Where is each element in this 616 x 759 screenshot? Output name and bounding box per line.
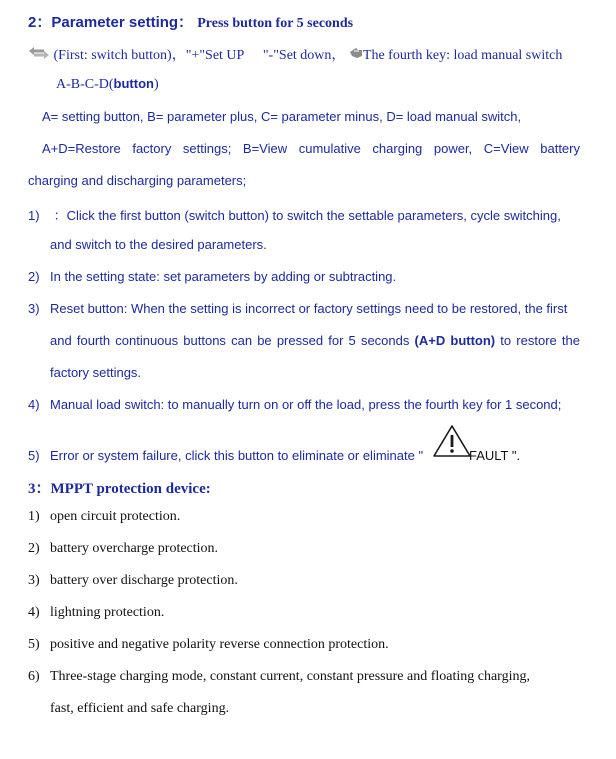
fault-code	[469, 448, 520, 463]
list-item	[28, 448, 423, 463]
list-item-continuation: and switch to the desired parameters.	[50, 237, 267, 252]
section-2-heading	[28, 11, 353, 32]
buttons-line	[56, 76, 159, 93]
item-number: 3)	[28, 301, 40, 316]
section-3-heading: 3：MPPT protection device:	[28, 481, 211, 497]
item-number: 1)	[28, 208, 40, 223]
item-text: In the setting state: set parameters by adding or subtracting.	[50, 269, 397, 284]
keys-description	[28, 44, 562, 64]
first-key-label: (First: switch button)，"+"Set UP	[53, 48, 244, 63]
buttons-bold: button	[113, 76, 154, 91]
list-item	[28, 397, 561, 412]
hand-pointer-icon	[349, 47, 363, 64]
warning-triangle-icon	[432, 424, 472, 465]
list-item-continuation: fast, efficient and safe charging.	[50, 701, 230, 716]
list-item	[28, 669, 530, 685]
item-text: battery overcharge protection.	[50, 541, 219, 556]
item-text: Error or system failure, click this button to eliminate or eliminate "	[50, 448, 424, 463]
list-item	[28, 637, 389, 653]
list-item-continuation: factory settings.	[50, 365, 142, 380]
list-item-continuation	[50, 333, 580, 348]
item-text-post: to restore the	[495, 333, 580, 348]
item-number: 5)	[28, 448, 40, 463]
switch-arrows-icon	[28, 47, 50, 64]
section-2-subtitle: Press button for 5 seconds	[197, 16, 354, 31]
buttons-prefix: A-B-C-D(	[56, 77, 114, 92]
fault-label: FAULT	[469, 448, 509, 463]
list-item	[28, 205, 561, 224]
item-text: positive and negative polarity reverse connection protection.	[50, 637, 389, 652]
fourth-key-label: The fourth key: load manual switch	[362, 48, 563, 63]
list-item	[28, 269, 396, 284]
list-item	[28, 605, 164, 621]
item-text: Manual load switch: to manually turn on or off the load, press the fourth key for 1 second;	[50, 397, 562, 412]
item-text: Reset button: When the setting is incorrect or factory settings need to be restored, the first	[50, 301, 568, 316]
item-number: 4)	[28, 605, 40, 620]
item-text-pre: and fourth continuous buttons can be pressed for 5 seconds	[50, 333, 415, 348]
item-number: 5)	[28, 637, 40, 652]
item-text: battery over discharge protection.	[50, 573, 238, 588]
item-text: ：Click the first button (switch button) to switch the settable parameters, cycle switching,	[53, 208, 561, 223]
item-text: open circuit protection.	[50, 509, 181, 524]
buttons-suffix: )	[153, 77, 159, 92]
item-text: Three-stage charging mode, constant current, constant pressure and floating charging,	[50, 669, 530, 684]
list-item	[28, 573, 238, 589]
item-number: 2)	[28, 541, 40, 556]
item-number: 6)	[28, 669, 40, 684]
definitions-line-2: A+D=Restore factory settings; B=View cumulative charging power, C=View battery	[42, 141, 580, 156]
fault-suffix: ".	[508, 448, 521, 463]
section-2-title: 2：Parameter setting：	[28, 14, 194, 31]
item-number: 1)	[28, 509, 40, 524]
list-item	[28, 509, 180, 525]
definitions-line-3: charging and discharging parameters;	[28, 173, 247, 188]
definitions-line-1: A= setting button, B= parameter plus, C= parameter minus, D= load manual switch,	[42, 109, 522, 124]
item-number: 4)	[28, 397, 40, 412]
item-number: 3)	[28, 573, 40, 588]
second-key-label: "-"Set down，	[262, 48, 346, 63]
list-item	[28, 541, 218, 557]
item-text: lightning protection.	[50, 605, 165, 620]
item-number: 2)	[28, 269, 40, 284]
item-text-bold: (A+D button)	[414, 333, 496, 348]
list-item	[28, 301, 567, 316]
